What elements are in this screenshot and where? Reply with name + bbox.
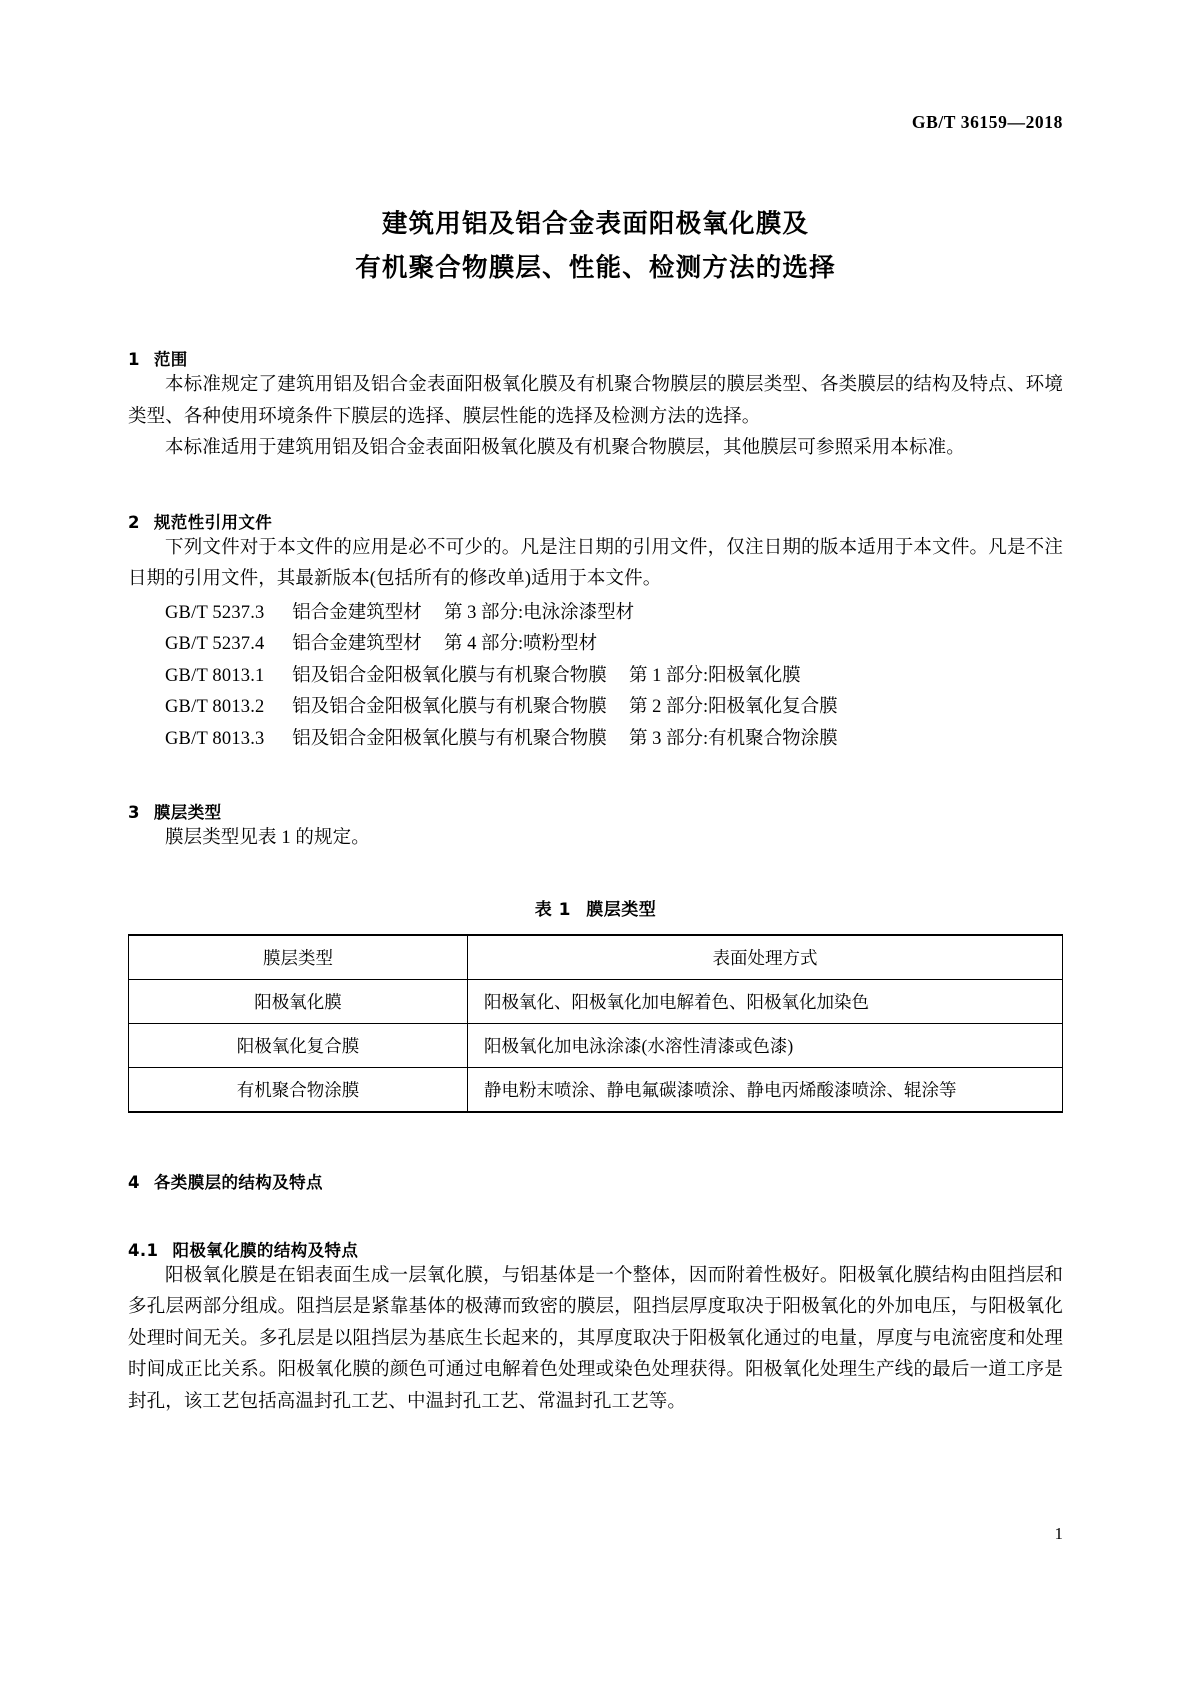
section-title-3: 膜层类型: [153, 803, 222, 822]
table-film-types: [128, 934, 1063, 1113]
page-header: [128, 112, 1063, 136]
section-heading-4: [128, 1169, 1063, 1193]
table-caption-label: 表 1: [534, 899, 571, 920]
table-caption-title: 膜层类型: [586, 899, 657, 920]
reference-code: GB/T 5237.4: [165, 634, 265, 654]
section-1-paragraph-1: 本标准规定了建筑用铝及铝合金表面阳极氧化膜及有机聚合物膜层的膜层类型、各类膜层的结构及特点、环境类型、各种使用环境条件下膜层的选择、膜层性能的选择及检测方法的选择。: [128, 375, 1063, 427]
page-number: 1: [1054, 1524, 1063, 1543]
standard-number: GB/T 36159—2018: [911, 112, 1063, 132]
cell-film-type: 阳极氧化膜: [129, 979, 468, 1023]
document-title: [128, 202, 1063, 290]
reference-part: 第 4 部分:喷粉型材: [443, 634, 598, 654]
section-4-1-paragraph-1: 阳极氧化膜是在铝表面生成一层氧化膜，与铝基体是一个整体，因而附着性极好。阳极氧化膜结构由阻挡层和多孔层两部分组成。阻挡层是紧靠基体的极薄而致密的膜层，阻挡层厚度取决于阳极氧化的外加电压，与阳极氧化处理时间无关。多孔层是以阻挡层为基底生长起来的，其厚度取决于阳极氧化通过的电量，厚度与电流密度和处理时间成正比关系。阳极氧化膜的颜色可通过电解着色处理或染色处理获得。阳极氧化处理生产线的最后一道工序是封孔，该工艺包括高温封孔工艺、中温封孔工艺、常温封孔工艺等。: [128, 1265, 1063, 1412]
section-title-2: 规范性引用文件: [153, 512, 273, 532]
reference-part: 第 3 部分:电泳涂漆型材: [443, 602, 635, 623]
reference-title: 铝及铝合金阳极氧化膜与有机聚合物膜: [292, 697, 607, 717]
reference-item: [165, 598, 1063, 630]
section-heading-3: [128, 799, 1063, 823]
title-line-1: 建筑用铝及铝合金表面阳极氧化膜及: [381, 209, 810, 239]
column-header-film-type: 膜层类型: [129, 935, 468, 980]
reference-code: GB/T 8013.2: [165, 697, 265, 717]
reference-item: [165, 724, 1063, 756]
table-row: [129, 1023, 1063, 1067]
reference-title: 铝合金建筑型材: [292, 602, 422, 623]
section-title-1: 范围: [153, 350, 188, 369]
cell-film-type: 阳极氧化复合膜: [129, 1023, 468, 1067]
table-body: [129, 979, 1063, 1112]
reference-title: 铝合金建筑型材: [292, 634, 422, 654]
reference-code: GB/T 8013.3: [165, 728, 265, 749]
section-title-4-1: 阳极氧化膜的结构及特点: [172, 1240, 359, 1260]
section-number-4: 4: [128, 1172, 140, 1192]
section-heading-2: [128, 509, 1063, 533]
reference-item: [165, 692, 1063, 724]
cell-film-type: 有机聚合物涂膜: [129, 1067, 468, 1112]
reference-item: [165, 629, 1063, 661]
title-line-2: 有机聚合物膜层、性能、检测方法的选择: [355, 253, 836, 283]
section-2-paragraph-1: 下列文件对于本文件的应用是必不可少的。凡是注日期的引用文件，仅注日期的版本适用于本文件。凡是不注日期的引用文件，其最新版本(包括所有的修改单)适用于本文件。: [128, 537, 1063, 589]
section-1-paragraph-2: 本标准适用于建筑用铝及铝合金表面阳极氧化膜及有机聚合物膜层，其他膜层可参照采用本标准。: [165, 438, 965, 458]
table-row: [129, 979, 1063, 1023]
table-header: [129, 935, 1063, 980]
reference-part: 第 2 部分:阳极氧化复合膜: [628, 697, 838, 717]
cell-surface-treatment: 静电粉末喷涂、静电氟碳漆喷涂、静电丙烯酸漆喷涂、辊涂等: [468, 1067, 1063, 1112]
reference-title: 铝及铝合金阳极氧化膜与有机聚合物膜: [292, 665, 607, 686]
normative-reference-list: [128, 598, 1063, 756]
table-header-row: [129, 935, 1063, 980]
section-heading-4-1: [128, 1237, 1063, 1261]
reference-part: 第 1 部分:阳极氧化膜: [628, 665, 801, 686]
cell-surface-treatment: 阳极氧化、阳极氧化加电解着色、阳极氧化加染色: [468, 979, 1063, 1023]
section-number-1: 1: [128, 350, 140, 369]
table-1-caption: [128, 895, 1063, 920]
page-content: [128, 150, 1063, 1418]
reference-code: GB/T 8013.1: [165, 665, 265, 686]
reference-title: 铝及铝合金阳极氧化膜与有机聚合物膜: [292, 728, 607, 749]
cell-surface-treatment: 阳极氧化加电泳涂漆(水溶性清漆或色漆): [468, 1023, 1063, 1067]
section-heading-1: [128, 346, 1063, 370]
reference-item: [165, 661, 1063, 693]
section-number-4-1: 4.1: [128, 1240, 159, 1260]
reference-code: GB/T 5237.3: [165, 602, 265, 623]
column-header-surface-treatment: 表面处理方式: [468, 935, 1063, 980]
table-row: [129, 1067, 1063, 1112]
reference-part: 第 3 部分:有机聚合物涂膜: [628, 728, 838, 749]
section-number-2: 2: [128, 512, 140, 532]
section-title-4: 各类膜层的结构及特点: [153, 1172, 323, 1192]
section-number-3: 3: [128, 803, 140, 822]
section-3-paragraph-1: 膜层类型见表 1 的规定。: [165, 828, 370, 848]
